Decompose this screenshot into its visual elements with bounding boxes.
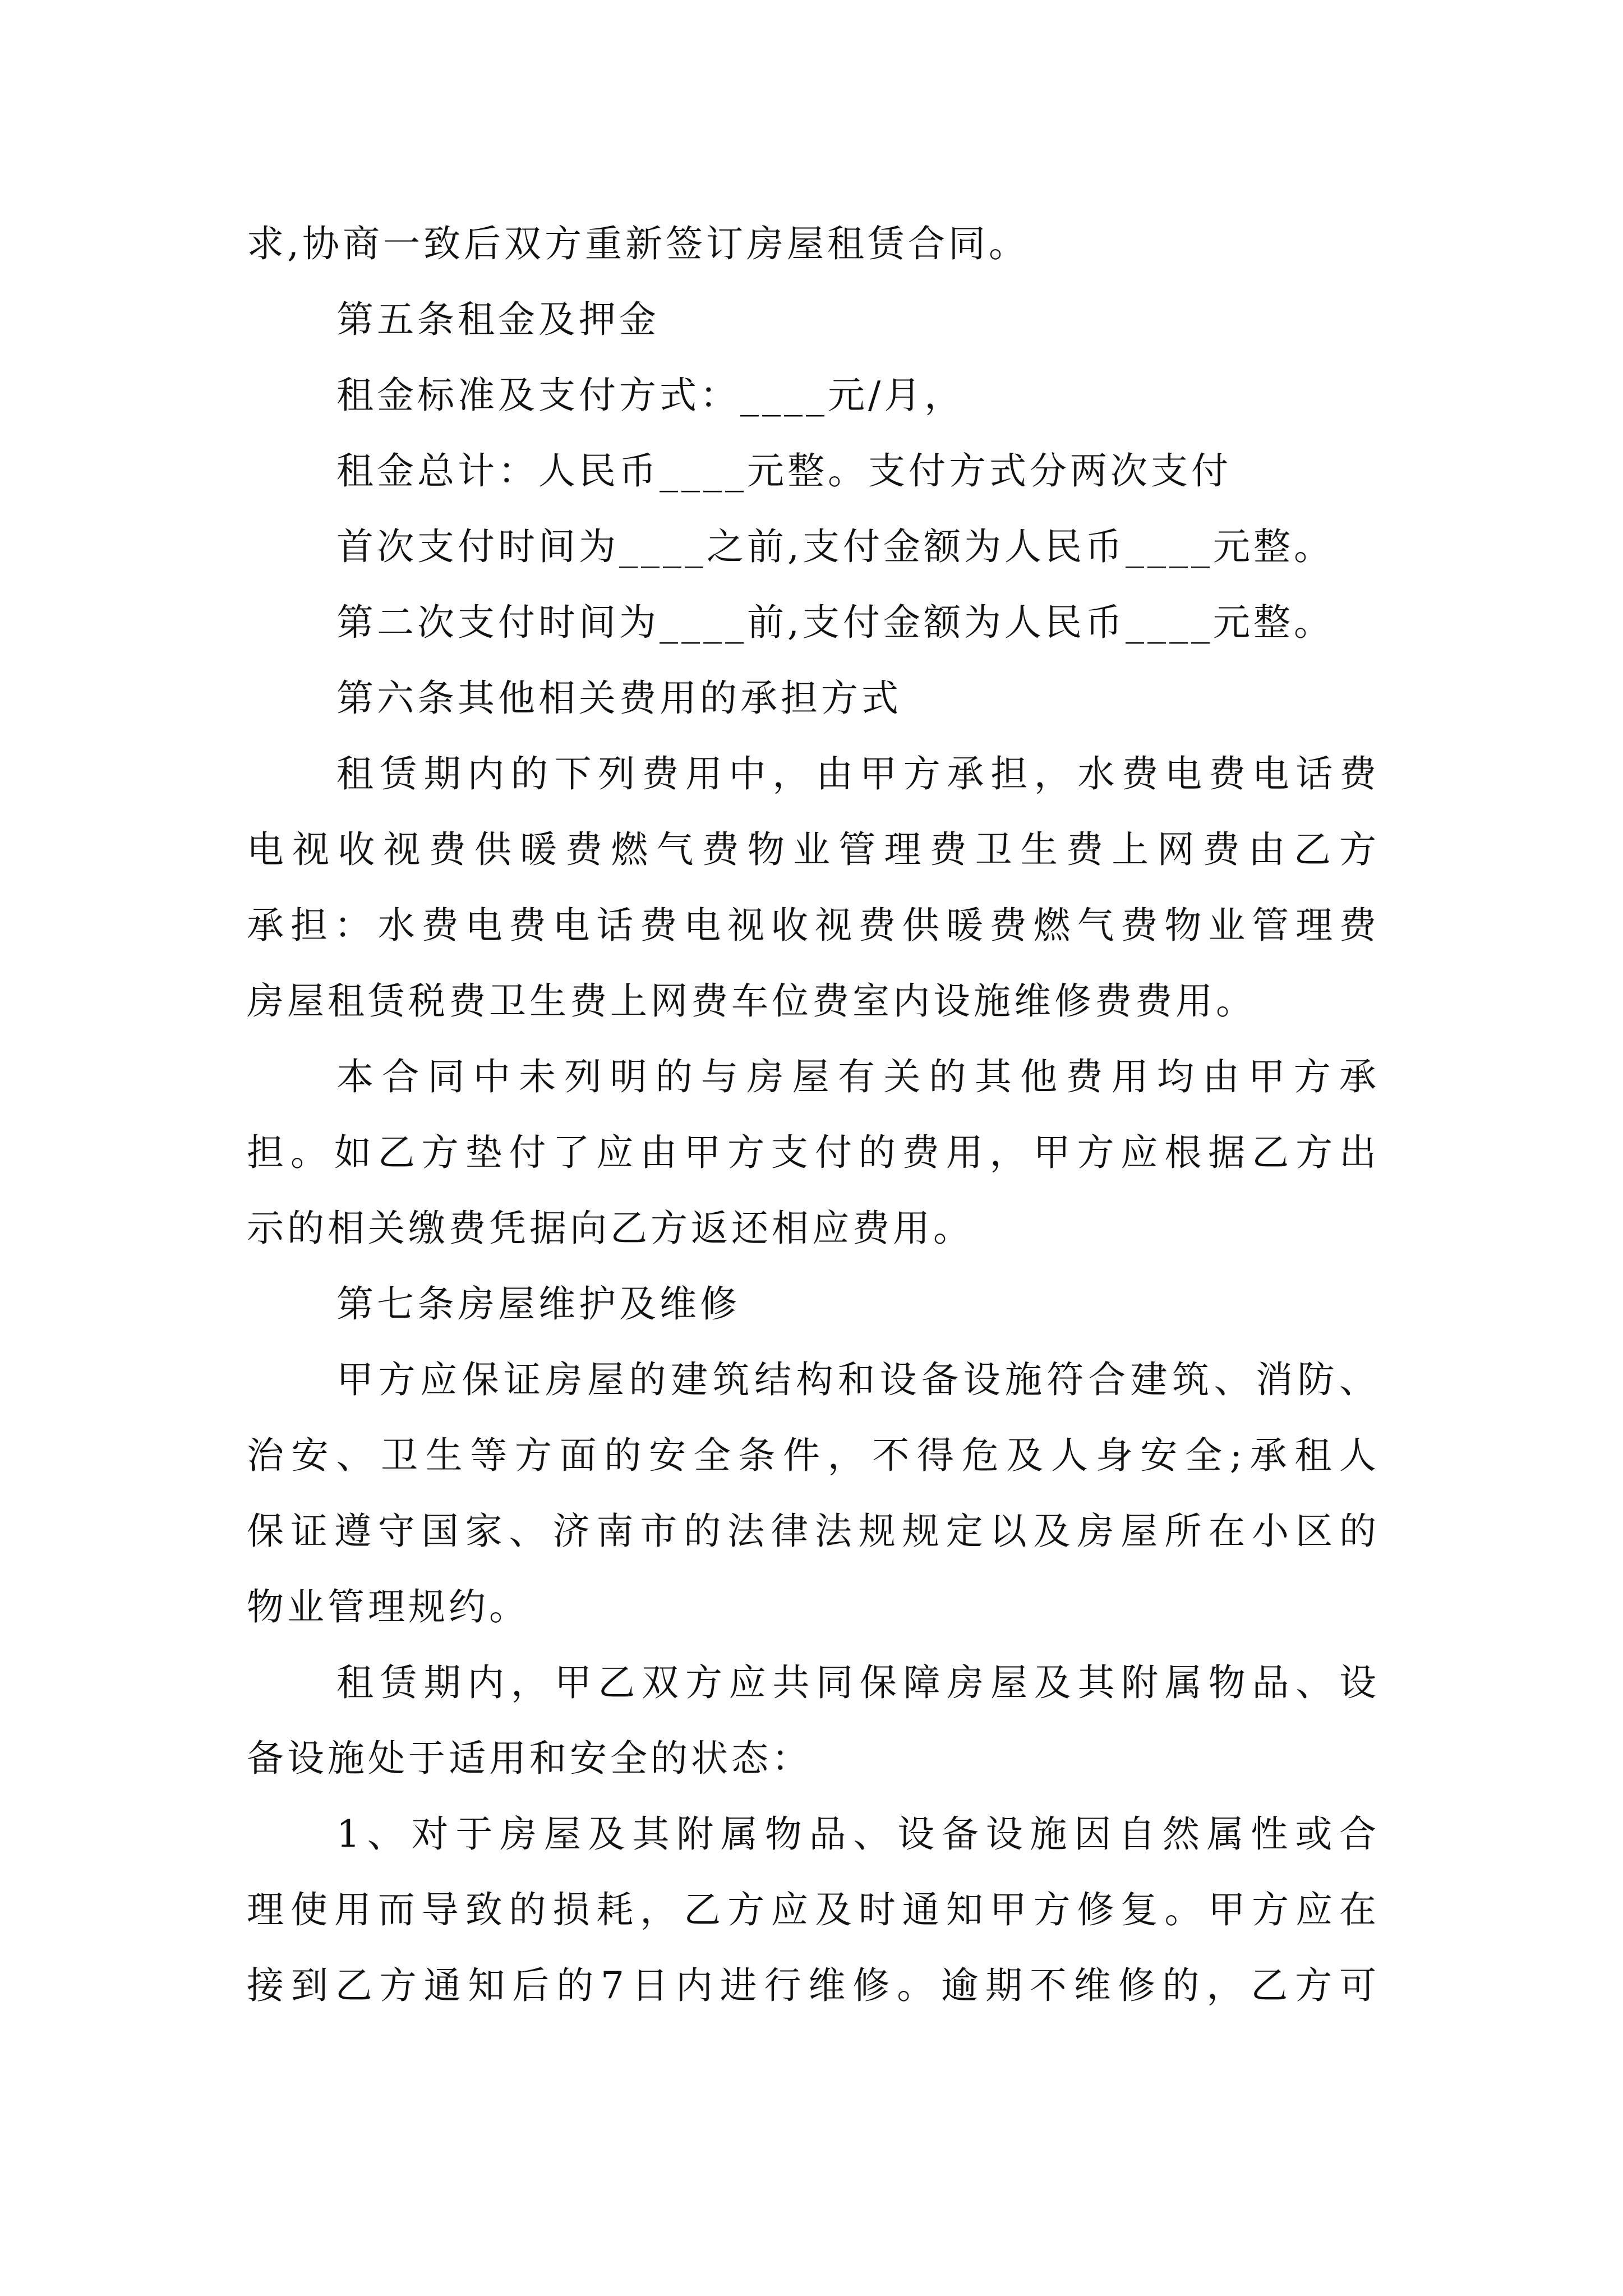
text-line: 本合同中未列明的与房屋有关的其他费用均由甲方承 — [336, 1055, 1380, 1098]
text-line: 1、对于房屋及其附属物品、设备设施因自然属性或合 — [336, 1812, 1380, 1856]
text-line: 物业管理规约。 — [247, 1585, 529, 1628]
text-line: 接到乙方通知后的7日内进行维修。逾期不维修的，乙方可 — [247, 1964, 1380, 2007]
text-line: 保证遵守国家、济南市的法律法规规定以及房屋所在小区的 — [247, 1510, 1380, 1553]
text-line: 租赁期内的下列费用中，由甲方承担，水费电费电话费 — [336, 752, 1380, 795]
text-line: 电视收视费供暖费燃气费物业管理费卫生费上网费由乙方 — [247, 828, 1380, 871]
section-heading: 第六条其他相关费用的承担方式 — [336, 677, 902, 720]
section-heading: 第五条租金及押金 — [336, 298, 660, 341]
text-line: 承担：水费电费电话费电视收视费供暖费燃气费物业管理费 — [247, 904, 1380, 947]
text-line: 求,协商一致后双方重新签订房屋租赁合同。 — [247, 222, 1029, 265]
text-line: 租金总计：人民币____元整。支付方式分两次支付 — [336, 449, 1232, 493]
text-line: 治安、卫生等方面的安全条件，不得危及人身安全;承租人 — [247, 1434, 1380, 1477]
section-heading: 第七条房屋维护及维修 — [336, 1282, 740, 1326]
text-line: 甲方应保证房屋的建筑结构和设备设施符合建筑、消防、 — [336, 1358, 1380, 1401]
text-line: 示的相关缴费凭据向乙方返还相应费用。 — [247, 1207, 974, 1250]
text-line: 首次支付时间为____之前,支付金额为人民币____元整。 — [336, 525, 1334, 568]
text-line: 备设施处于适用和安全的状态： — [247, 1737, 812, 1780]
text-line: 担。如乙方垫付了应由甲方支付的费用，甲方应根据乙方出 — [247, 1131, 1380, 1174]
text-line: 租赁期内，甲乙双方应共同保障房屋及其附属物品、设 — [336, 1661, 1380, 1704]
text-line: 租金标准及支付方式：____元/月， — [336, 374, 965, 417]
text-line: 第二次支付时间为____前,支付金额为人民币____元整。 — [336, 601, 1334, 644]
text-line: 房屋租赁税费卫生费上网费车位费室内设施维修费费用。 — [247, 979, 1256, 1023]
text-line: 理使用而导致的损耗，乙方应及时通知甲方修复。甲方应在 — [247, 1888, 1380, 1931]
